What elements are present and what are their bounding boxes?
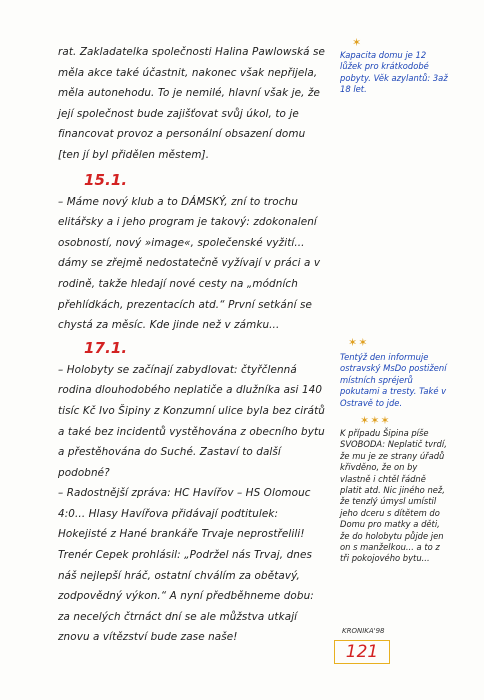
paragraph-intro: rat. Zakladatelka společnosti Halina Pawlowská se měla akce také účastnit, nakonec však nepřijela, měla autonehodu. To je nemilé, hlavní však je, že její společnost bude zajišťovat svůj úkol, to je financovat provoz a personální obsazení domu [ten jí byl přidělen městem]. xyxy=(58,46,325,161)
margin-note-text: Kapacita domu je 12 lůžek pro krátkodobé pobyty. Věk azylantů: 3až 18 let. xyxy=(340,50,448,95)
date-heading-15-1: 15.1. xyxy=(84,170,128,189)
margin-note-capacity xyxy=(340,36,450,96)
star-mark: ✶ xyxy=(352,36,363,49)
margin-note-text: K případu Šipina píše SVOBODA: Neplatič tvrdí, že mu je ze strany úřadů křivděno, že on by vlastně i chtěl řádně platit atd. Nic jiného než, že tenzlý úmysl umístil jeho dceru s dítětem do Domu pro matky a děti, že do holobytu půjde jen on s manželkou... a to z tři pokojového bytu... xyxy=(340,428,447,564)
margin-note-sipina xyxy=(340,414,450,565)
paragraph-holobyty: – Holobyty se začínají zabydlovat: čtyřčlenná rodina dlouhodobého neplatiče a dlužníka asi 140 tisíc Kč Ivo Šipiny z Konzumní ulice byla bez cirátů a také bez incidentů vystěhována z obecního bytu a přestěhována do Suché. Zastaví to další podobné? xyxy=(58,363,325,479)
page-number: 121 xyxy=(334,640,390,664)
paragraph-ladies-club: – Máme nový klub a to DÁMSKÝ, zní to trochu elitářsky a i jeho program je takový: zdokonalení osobností, nový »image«, společenské vyžití... dámy se zřejmě nedostatečně vyžívají v práci a v rodině, takže hledají nové cesty na „módních přehlídkách, prezentacích atd.“ První setkání se chystá za měsíc. Kde jinde než v zámku... xyxy=(58,195,321,332)
margin-note-ostrava xyxy=(340,336,450,409)
chronicle-signature: KRONIKA'98 xyxy=(342,627,385,635)
main-text-column xyxy=(58,42,328,648)
date-heading-17-1: 17.1. xyxy=(84,338,128,357)
star-mark: ✶✶ xyxy=(348,336,369,349)
star-mark: ✶✶✶ xyxy=(360,414,391,427)
margin-note-text: Tentýž den informuje ostravský MsDo postižení místních spréjerů pokutami a tresty. Také v Ostravě to jde. xyxy=(340,352,447,408)
paragraph-hockey: – Radostnější zpráva: HC Havířov – HS Olomouc 4:0... Hlasy Havířova přidávají podtitulek: Hokejisté z Hané brankáře Trvaje neprostřelili! Trenér Cepek prohlásil: „Podržel nás Trvaj, dnes náš nejlepší hráč, ostatní chválím za obětavý, zodpovědný výkon.“ A nyní předběhneme dobu: za necelých čtrnáct dní se ale můžstva utkají znovu a vítězství bude zase naše! xyxy=(58,487,314,644)
